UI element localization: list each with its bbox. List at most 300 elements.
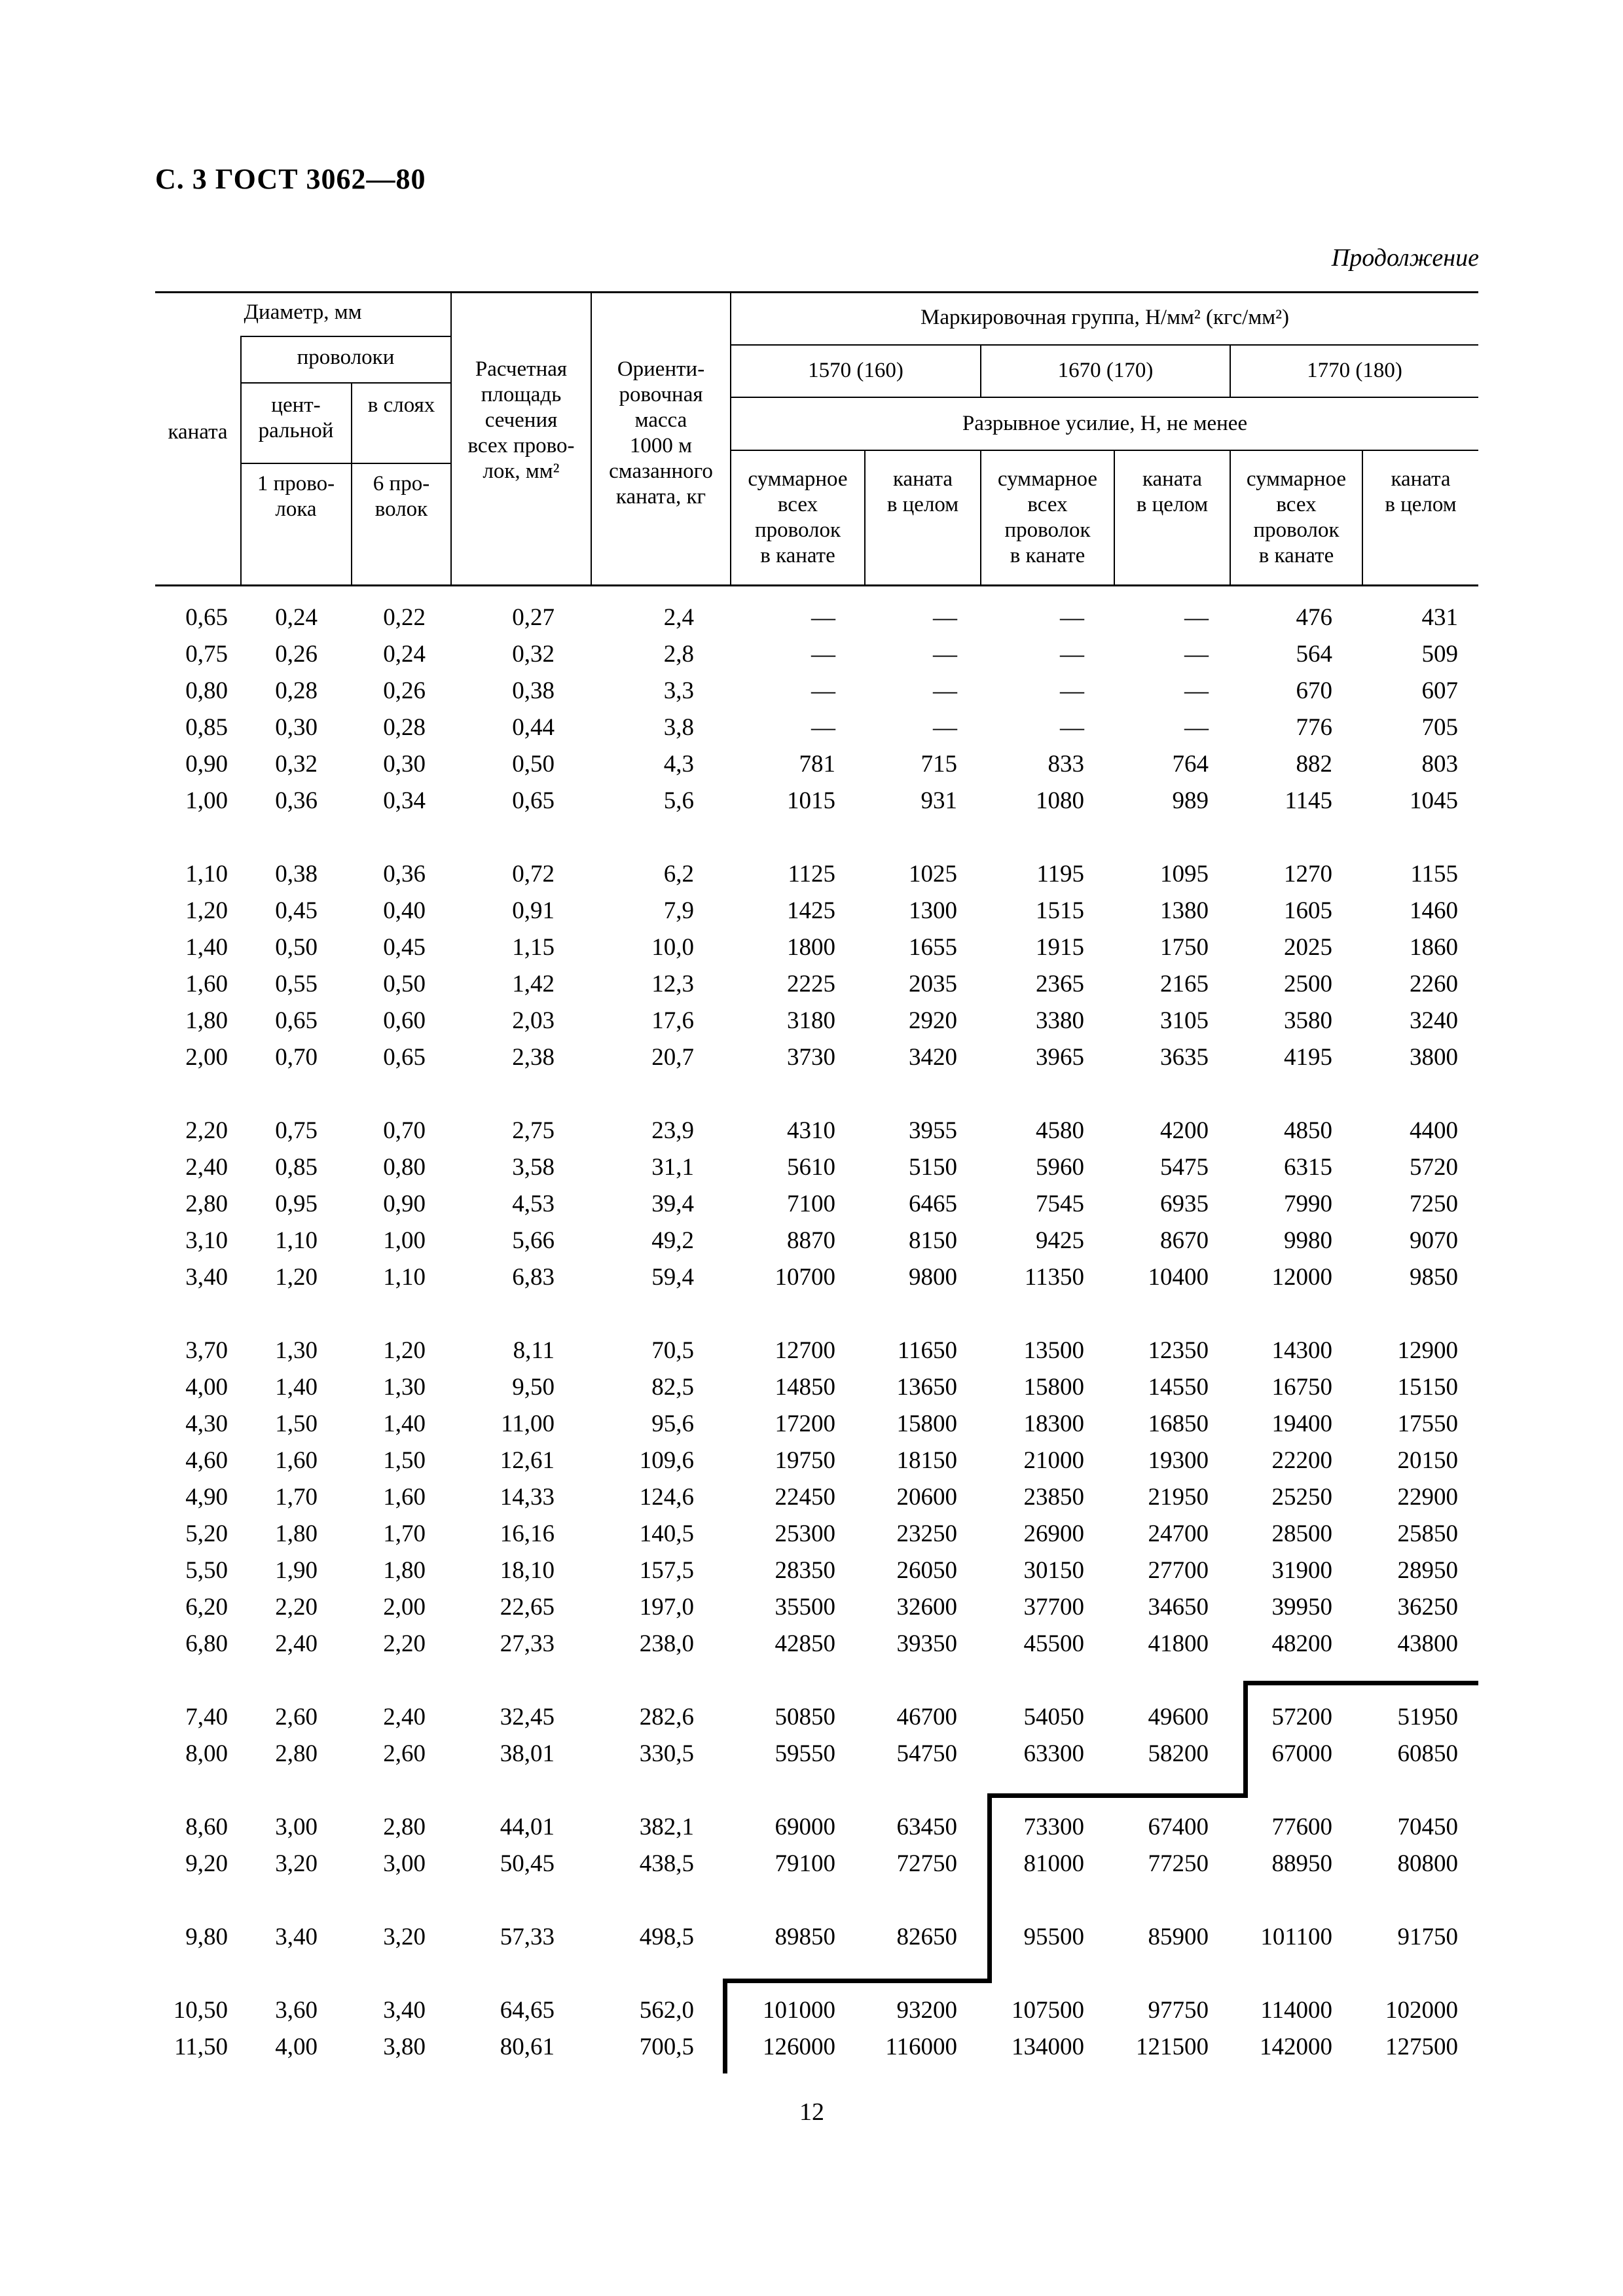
table-cell-total-1670: 3380 <box>1036 1007 1084 1034</box>
table-cell-layer-wire: 0,80 <box>383 1154 426 1181</box>
table-cell-rope-1670: 121500 <box>1136 2034 1209 2060</box>
table-cell-rope-1670: 12350 <box>1148 1337 1209 1364</box>
table-cell-area: 50,45 <box>500 1850 555 1877</box>
header-marking-group: Маркировочная группа, Н/мм² (кгс/мм²) <box>920 306 1289 329</box>
table-cell-total-1670: 4580 <box>1036 1117 1084 1144</box>
table-cell-area: 0,32 <box>512 641 555 668</box>
table-cell-layer-wire: 0,70 <box>383 1117 426 1144</box>
table-cell-mass: 39,4 <box>651 1191 694 1217</box>
table-cell-rope-1670: 58200 <box>1148 1740 1209 1767</box>
table-cell-total-1770: 57200 <box>1271 1704 1332 1731</box>
table-cell-total-1770: 22200 <box>1271 1447 1332 1474</box>
table-cell-rope-1670: 10400 <box>1148 1264 1209 1291</box>
table-cell-rope-diameter: 4,30 <box>185 1410 228 1437</box>
table-cell-mass: 59,4 <box>651 1264 694 1291</box>
table-cell-central-wire: 0,28 <box>275 677 318 704</box>
table-cell-mass: 157,5 <box>639 1557 694 1584</box>
table-cell-rope-1570: 54750 <box>896 1740 957 1767</box>
table-cell-total-1770: 564 <box>1296 641 1332 668</box>
table-cell-total-1570: 25300 <box>775 1520 835 1547</box>
table-cell-area: 64,65 <box>500 1997 555 2024</box>
table-cell-total-1670: 95500 <box>1023 1924 1084 1950</box>
header-rope-1570: каната в целом <box>886 467 959 516</box>
table-cell-rope-diameter: 1,60 <box>185 971 228 997</box>
table-cell-mass: 31,1 <box>651 1154 694 1181</box>
table-cell-central-wire: 0,85 <box>275 1154 318 1181</box>
table-cell-layer-wire: 2,80 <box>383 1814 426 1840</box>
table-cell-rope-1570: 13650 <box>896 1374 957 1401</box>
table-cell-total-1770: 1605 <box>1284 897 1332 924</box>
header-total-1770: суммарное всех проволок в канате <box>1246 467 1347 567</box>
table-cell-rope-diameter: 2,40 <box>185 1154 228 1181</box>
table-cell-area: 2,03 <box>512 1007 555 1034</box>
table-cell-total-1670: — <box>1060 714 1084 741</box>
table-cell-rope-1670: 14550 <box>1148 1374 1209 1401</box>
table-cell-central-wire: 0,38 <box>275 861 318 888</box>
table-cell-layer-wire: 3,00 <box>383 1850 426 1877</box>
table-cell-rope-1770: 36250 <box>1397 1594 1458 1621</box>
table-cell-rope-1770: 607 <box>1421 677 1458 704</box>
table-cell-area: 16,16 <box>500 1520 555 1547</box>
table-cell-total-1770: 28500 <box>1271 1520 1332 1547</box>
table-cell-total-1770: 31900 <box>1271 1557 1332 1584</box>
table-cell-area: 2,75 <box>512 1117 555 1144</box>
table-cell-rope-1770: 9070 <box>1410 1227 1458 1254</box>
table-cell-total-1570: 79100 <box>775 1850 835 1877</box>
table-cell-rope-1570: — <box>933 714 957 741</box>
table-cell-rope-1770: 5720 <box>1410 1154 1458 1181</box>
header-rope-1770: каната в целом <box>1385 467 1457 516</box>
table-cell-layer-wire: 2,60 <box>383 1740 426 1767</box>
table-cell-total-1570: 19750 <box>775 1447 835 1474</box>
table-cell-central-wire: 0,65 <box>275 1007 318 1034</box>
table-cell-rope-1770: 70450 <box>1397 1814 1458 1840</box>
table-cell-total-1670: 1080 <box>1036 787 1084 814</box>
table-cell-mass: 17,6 <box>651 1007 694 1034</box>
table-cell-total-1670: 37700 <box>1023 1594 1084 1621</box>
table-cell-rope-1770: 803 <box>1421 751 1458 778</box>
table-cell-rope-1570: 11650 <box>897 1337 957 1364</box>
table-cell-rope-1770: 127500 <box>1385 2034 1458 2060</box>
table-cell-rope-1670: 3105 <box>1160 1007 1209 1034</box>
table-cell-total-1770: 1270 <box>1284 861 1332 888</box>
table-cell-rope-1570: — <box>933 604 957 631</box>
table-cell-total-1670: 81000 <box>1023 1850 1084 1877</box>
header-six-wires: 6 про- волок <box>373 472 430 521</box>
table-cell-layer-wire: 0,34 <box>383 787 426 814</box>
table-cell-rope-diameter: 5,50 <box>185 1557 228 1584</box>
table-cell-total-1670: 5960 <box>1036 1154 1084 1181</box>
table-cell-rope-1670: 5475 <box>1160 1154 1209 1181</box>
table-cell-total-1670: 1195 <box>1036 861 1084 888</box>
table-cell-rope-1570: 23250 <box>896 1520 957 1547</box>
table-cell-total-1570: 781 <box>799 751 835 778</box>
table-cell-rope-1770: 1155 <box>1410 861 1458 888</box>
table-cell-total-1770: 670 <box>1296 677 1332 704</box>
header-rope-diameter: каната <box>168 420 228 444</box>
table-cell-total-1670: 7545 <box>1036 1191 1084 1217</box>
header-group-1670: 1670 (170) <box>1057 359 1154 382</box>
table-cell-central-wire: 0,70 <box>275 1044 318 1071</box>
table-cell-total-1670: 26900 <box>1023 1520 1084 1547</box>
table-cell-central-wire: 1,50 <box>275 1410 318 1437</box>
table-cell-total-1670: 833 <box>1048 751 1084 778</box>
table-cell-total-1670: 9425 <box>1036 1227 1084 1254</box>
header-group-1570: 1570 (160) <box>808 359 903 382</box>
table-cell-total-1570: 28350 <box>775 1557 835 1584</box>
table-cell-total-1770: 4850 <box>1284 1117 1332 1144</box>
table-cell-total-1570: — <box>811 604 835 631</box>
table-cell-central-wire: 1,60 <box>275 1447 318 1474</box>
table-cell-central-wire: 3,20 <box>275 1850 318 1877</box>
table-cell-rope-1570: 3420 <box>909 1044 957 1071</box>
header-area: Расчетная площадь сечения всех прово- лок, мм² <box>467 357 575 483</box>
table-cell-area: 0,44 <box>512 714 555 741</box>
table-cell-total-1570: 3730 <box>787 1044 835 1071</box>
table-cell-rope-1770: 509 <box>1421 641 1458 668</box>
table-cell-rope-1770: 4400 <box>1410 1117 1458 1144</box>
table-cell-area: 3,58 <box>512 1154 555 1181</box>
table-cell-rope-1570: 3955 <box>909 1117 957 1144</box>
table-cell-rope-1570: 20600 <box>896 1484 957 1511</box>
table-cell-total-1770: 39950 <box>1271 1594 1332 1621</box>
table-cell-rope-1770: 43800 <box>1397 1630 1458 1657</box>
table-cell-mass: 4,3 <box>663 751 694 778</box>
table-cell-rope-1570: 931 <box>921 787 957 814</box>
table-cell-mass: 109,6 <box>639 1447 694 1474</box>
table-cell-rope-1770: 91750 <box>1397 1924 1458 1950</box>
table-cell-layer-wire: 0,40 <box>383 897 426 924</box>
table-cell-mass: 562,0 <box>639 1997 694 2024</box>
table-cell-mass: 6,2 <box>663 861 694 888</box>
table-cell-rope-diameter: 1,40 <box>185 934 228 961</box>
table-cell-total-1670: — <box>1060 641 1084 668</box>
table-cell-rope-1670: 1380 <box>1160 897 1209 924</box>
table-cell-layer-wire: 0,90 <box>383 1191 426 1217</box>
table-cell-rope-1770: 3240 <box>1410 1007 1458 1034</box>
table-cell-area: 32,45 <box>500 1704 555 1731</box>
table-cell-total-1570: 89850 <box>775 1924 835 1950</box>
table-cell-rope-1570: 1025 <box>909 861 957 888</box>
table-cell-area: 0,50 <box>512 751 555 778</box>
table-cell-rope-1670: — <box>1184 677 1209 704</box>
table-cell-rope-1570: 5150 <box>909 1154 957 1181</box>
table-cell-total-1670: 30150 <box>1023 1557 1084 1584</box>
table-cell-layer-wire: 1,00 <box>383 1227 426 1254</box>
table-cell-total-1670: 2365 <box>1036 971 1084 997</box>
table-cell-central-wire: 0,95 <box>275 1191 318 1217</box>
table-cell-rope-1670: 8670 <box>1160 1227 1209 1254</box>
table-cell-mass: 238,0 <box>639 1630 694 1657</box>
table-cell-rope-1670: — <box>1184 641 1209 668</box>
table-cell-layer-wire: 2,40 <box>383 1704 426 1731</box>
table-cell-total-1570: 69000 <box>775 1814 835 1840</box>
table-cell-rope-diameter: 8,60 <box>185 1814 228 1840</box>
table-cell-mass: 498,5 <box>639 1924 694 1950</box>
table-cell-layer-wire: 1,80 <box>383 1557 426 1584</box>
table-cell-layer-wire: 1,40 <box>383 1410 426 1437</box>
continued-label: Продолжение <box>1331 244 1479 272</box>
table-cell-area: 0,72 <box>512 861 555 888</box>
table-cell-rope-1670: 6935 <box>1160 1191 1209 1217</box>
table-cell-mass: 10,0 <box>651 934 694 961</box>
table-cell-mass: 95,6 <box>651 1410 694 1437</box>
table-cell-rope-diameter: 2,00 <box>185 1044 228 1071</box>
table-cell-rope-diameter: 8,00 <box>185 1740 228 1767</box>
table-cell-total-1570: 22450 <box>775 1484 835 1511</box>
table-cell-area: 0,27 <box>512 604 555 631</box>
table-cell-central-wire: 3,40 <box>275 1924 318 1950</box>
table-cell-layer-wire: 1,20 <box>383 1337 426 1364</box>
table-cell-total-1770: 48200 <box>1271 1630 1332 1657</box>
table-cell-rope-1670: 1095 <box>1160 861 1209 888</box>
table-cell-central-wire: 3,60 <box>275 1997 318 2024</box>
table-cell-total-1770: 16750 <box>1271 1374 1332 1401</box>
table-cell-layer-wire: 2,20 <box>383 1630 426 1657</box>
table-cell-rope-diameter: 0,85 <box>185 714 228 741</box>
table-cell-layer-wire: 3,40 <box>383 1997 426 2024</box>
table-cell-area: 6,83 <box>512 1264 555 1291</box>
table-cell-area: 44,01 <box>500 1814 555 1840</box>
table-cell-rope-1570: 93200 <box>896 1997 957 2024</box>
table-cell-mass: 7,9 <box>663 897 694 924</box>
table-cell-mass: 330,5 <box>639 1740 694 1767</box>
table-cell-rope-1770: 51950 <box>1397 1704 1458 1731</box>
table-cell-total-1670: 11350 <box>1024 1264 1084 1291</box>
header-layers: в слоях <box>367 393 435 417</box>
table-cell-rope-1770: 3800 <box>1410 1044 1458 1071</box>
table-cell-central-wire: 4,00 <box>275 2034 318 2060</box>
table-cell-rope-1770: 1045 <box>1410 787 1458 814</box>
table-cell-rope-diameter: 10,50 <box>173 1997 228 2024</box>
table-cell-total-1670: 45500 <box>1023 1630 1084 1657</box>
table-cell-layer-wire: 1,70 <box>383 1520 426 1547</box>
table-cell-rope-1570: 26050 <box>896 1557 957 1584</box>
table-cell-area: 80,61 <box>500 2034 555 2060</box>
table-cell-rope-1670: 67400 <box>1148 1814 1209 1840</box>
table-cell-layer-wire: 0,26 <box>383 677 426 704</box>
table-cell-rope-1770: 12900 <box>1397 1337 1458 1364</box>
table-cell-total-1770: 4195 <box>1284 1044 1332 1071</box>
table-cell-rope-1770: 2260 <box>1410 971 1458 997</box>
table-cell-rope-1770: 80800 <box>1397 1850 1458 1877</box>
table-cell-total-1670: 134000 <box>1012 2034 1084 2060</box>
table-cell-mass: 49,2 <box>651 1227 694 1254</box>
table-cell-rope-1570: 39350 <box>896 1630 957 1657</box>
table-cell-rope-1670: 19300 <box>1148 1447 1209 1474</box>
header-breaking-force: Разрывное усилие, Н, не менее <box>962 412 1248 435</box>
table-cell-total-1570: 101000 <box>763 1997 835 2024</box>
table-cell-area: 0,91 <box>512 897 555 924</box>
table-cell-rope-diameter: 2,20 <box>185 1117 228 1144</box>
header-diameter: Диаметр, мм <box>244 300 362 324</box>
table-cell-rope-diameter: 1,20 <box>185 897 228 924</box>
table-cell-layer-wire: 0,24 <box>383 641 426 668</box>
table-cell-rope-1670: 2165 <box>1160 971 1209 997</box>
table-cell-total-1570: 3180 <box>787 1007 835 1034</box>
table-cell-area: 2,38 <box>512 1044 555 1071</box>
table-cell-rope-diameter: 9,80 <box>185 1924 228 1950</box>
table-cell-layer-wire: 0,22 <box>383 604 426 631</box>
table-cell-central-wire: 1,40 <box>275 1374 318 1401</box>
table-cell-mass: 3,8 <box>663 714 694 741</box>
table-cell-layer-wire: 0,30 <box>383 751 426 778</box>
table-cell-central-wire: 2,20 <box>275 1594 318 1621</box>
table-cell-rope-1570: 82650 <box>896 1924 957 1950</box>
table-cell-rope-diameter: 5,20 <box>185 1520 228 1547</box>
table-cell-rope-1770: 431 <box>1421 604 1458 631</box>
table-cell-central-wire: 0,36 <box>275 787 318 814</box>
table-cell-rope-1570: — <box>933 641 957 668</box>
table-cell-total-1570: 8870 <box>787 1227 835 1254</box>
table-cell-total-1570: 2225 <box>787 971 835 997</box>
table-cell-total-1670: — <box>1060 604 1084 631</box>
table-cell-total-1570: 59550 <box>775 1740 835 1767</box>
table-cell-layer-wire: 3,80 <box>383 2034 426 2060</box>
table-cell-central-wire: 1,10 <box>275 1227 318 1254</box>
table-cell-rope-1570: 2920 <box>909 1007 957 1034</box>
table-cell-rope-1670: 24700 <box>1148 1520 1209 1547</box>
table-cell-rope-1770: 102000 <box>1385 1997 1458 2024</box>
table-cell-rope-1770: 17550 <box>1397 1410 1458 1437</box>
table-cell-rope-diameter: 3,40 <box>185 1264 228 1291</box>
header-rope-1670: каната в целом <box>1136 467 1209 516</box>
table-cell-rope-diameter: 1,10 <box>185 861 228 888</box>
table-cell-total-1770: 77600 <box>1271 1814 1332 1840</box>
table-cell-total-1770: 14300 <box>1271 1337 1332 1364</box>
table-cell-rope-1670: 97750 <box>1148 1997 1209 2024</box>
table-cell-rope-1570: 18150 <box>896 1447 957 1474</box>
table-cell-rope-diameter: 0,90 <box>185 751 228 778</box>
table-cell-mass: 382,1 <box>639 1814 694 1840</box>
table-cell-rope-1670: — <box>1184 604 1209 631</box>
table-cell-rope-1670: 16850 <box>1148 1410 1209 1437</box>
table-cell-rope-diameter: 6,80 <box>185 1630 228 1657</box>
table-cell-rope-diameter: 3,70 <box>185 1337 228 1364</box>
table-cell-total-1770: 476 <box>1296 604 1332 631</box>
table-cell-area: 5,66 <box>512 1227 555 1254</box>
header-total-1570: суммарное всех проволок в канате <box>748 467 848 567</box>
table-cell-rope-1670: 27700 <box>1148 1557 1209 1584</box>
table-cell-rope-diameter: 7,40 <box>185 1704 228 1731</box>
page-number: 12 <box>799 2098 824 2126</box>
table-cell-total-1770: 12000 <box>1271 1264 1332 1291</box>
table-cell-rope-1770: 15150 <box>1397 1374 1458 1401</box>
table-cell-layer-wire: 1,60 <box>383 1484 426 1511</box>
table-cell-area: 9,50 <box>512 1374 555 1401</box>
table-cell-central-wire: 0,24 <box>275 604 318 631</box>
table-cell-layer-wire: 0,60 <box>383 1007 426 1034</box>
table-cell-total-1770: 88950 <box>1271 1850 1332 1877</box>
table-cell-area: 1,15 <box>512 934 555 961</box>
header-group-1770: 1770 (180) <box>1307 359 1402 382</box>
table-cell-total-1770: 142000 <box>1260 2034 1332 2060</box>
table-cell-rope-1570: 715 <box>921 751 957 778</box>
table-cell-rope-1570: 6465 <box>909 1191 957 1217</box>
table-cell-central-wire: 1,30 <box>275 1337 318 1364</box>
table-cell-layer-wire: 0,50 <box>383 971 426 997</box>
table-cell-mass: 124,6 <box>639 1484 694 1511</box>
table-cell-total-1570: 42850 <box>775 1630 835 1657</box>
table-cell-rope-1570: 72750 <box>896 1850 957 1877</box>
table-cell-rope-1770: 25850 <box>1397 1520 1458 1547</box>
table-cell-mass: 23,9 <box>651 1117 694 1144</box>
table-cell-rope-diameter: 1,00 <box>185 787 228 814</box>
table-cell-central-wire: 2,40 <box>275 1630 318 1657</box>
table-cell-total-1570: 35500 <box>775 1594 835 1621</box>
table-cell-total-1670: 21000 <box>1023 1447 1084 1474</box>
table-cell-rope-1670: 1750 <box>1160 934 1209 961</box>
table-cell-central-wire: 2,60 <box>275 1704 318 1731</box>
table-cell-rope-diameter: 4,00 <box>185 1374 228 1401</box>
table-cell-area: 4,53 <box>512 1191 555 1217</box>
table-cell-mass: 197,0 <box>639 1594 694 1621</box>
table-cell-total-1570: 17200 <box>775 1410 835 1437</box>
table-cell-total-1770: 114000 <box>1260 1997 1332 2024</box>
table-cell-mass: 3,3 <box>663 677 694 704</box>
table-cell-total-1770: 882 <box>1296 751 1332 778</box>
table-cell-central-wire: 0,45 <box>275 897 318 924</box>
table-cell-rope-1670: 85900 <box>1148 1924 1209 1950</box>
table-cell-total-1670: 1515 <box>1036 897 1084 924</box>
table-cell-total-1570: 7100 <box>787 1191 835 1217</box>
table-cell-rope-1670: 34650 <box>1148 1594 1209 1621</box>
table-cell-total-1670: — <box>1060 677 1084 704</box>
table-cell-central-wire: 0,26 <box>275 641 318 668</box>
table-cell-rope-1570: 8150 <box>909 1227 957 1254</box>
table-cell-total-1570: 1125 <box>788 861 835 888</box>
table-cell-layer-wire: 0,36 <box>383 861 426 888</box>
table-cell-layer-wire: 1,30 <box>383 1374 426 1401</box>
table-cell-rope-1570: 63450 <box>896 1814 957 1840</box>
table-cell-rope-diameter: 3,10 <box>185 1227 228 1254</box>
table-cell-total-1570: — <box>811 641 835 668</box>
table-cell-central-wire: 0,75 <box>275 1117 318 1144</box>
table-cell-total-1770: 101100 <box>1260 1924 1332 1950</box>
table-cell-area: 14,33 <box>500 1484 555 1511</box>
table-cell-total-1670: 107500 <box>1012 1997 1084 2024</box>
table-cell-total-1670: 13500 <box>1023 1337 1084 1364</box>
table-cell-rope-1570: 9800 <box>909 1264 957 1291</box>
header-mass: Ориенти- ровочная масса 1000 м смазанного каната, кг <box>609 357 713 509</box>
table-cell-central-wire: 1,70 <box>275 1484 318 1511</box>
header-one-wire: 1 прово- лока <box>257 472 335 521</box>
table-cell-mass: 438,5 <box>639 1850 694 1877</box>
table-cell-area: 8,11 <box>513 1337 555 1364</box>
table-cell-total-1770: 2025 <box>1284 934 1332 961</box>
table-cell-rope-diameter: 11,50 <box>174 2034 228 2060</box>
table-cell-rope-diameter: 6,20 <box>185 1594 228 1621</box>
table-cell-mass: 2,4 <box>663 604 694 631</box>
table-cell-total-1770: 25250 <box>1271 1484 1332 1511</box>
table-cell-total-1570: 50850 <box>775 1704 835 1731</box>
table-cell-area: 18,10 <box>500 1557 555 1584</box>
table-cell-rope-diameter: 4,90 <box>185 1484 228 1511</box>
table-cell-rope-1570: 116000 <box>885 2034 957 2060</box>
table-cell-rope-1570: 2035 <box>909 971 957 997</box>
table-cell-rope-1770: 705 <box>1421 714 1458 741</box>
table-cell-area: 0,65 <box>512 787 555 814</box>
table-cell-rope-diameter: 2,80 <box>185 1191 228 1217</box>
table-cell-area: 1,42 <box>512 971 555 997</box>
table-cell-total-1670: 3965 <box>1036 1044 1084 1071</box>
table-cell-central-wire: 1,90 <box>275 1557 318 1584</box>
header-wire: проволоки <box>297 346 395 369</box>
table-cell-rope-diameter: 0,75 <box>185 641 228 668</box>
table-cell-total-1670: 15800 <box>1023 1374 1084 1401</box>
table-cell-rope-1670: 989 <box>1172 787 1209 814</box>
table-cell-rope-1570: 1655 <box>909 934 957 961</box>
